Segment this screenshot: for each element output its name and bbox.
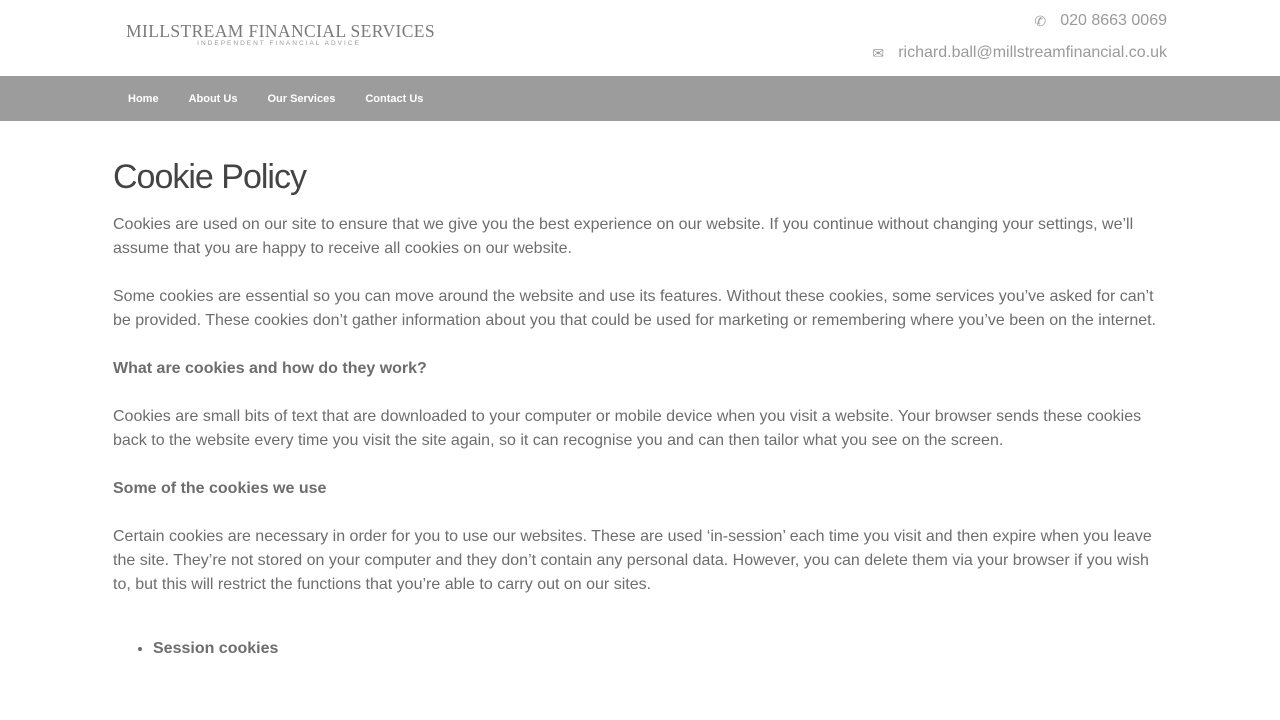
logo[interactable] — [126, 21, 436, 48]
main-content — [0, 121, 1280, 661]
paragraph: Certain cookies are necessary in order for you to use our websites. These are used ‘in-session’ each time you visit and then expire when you leave the site. They’re not stored on your computer and they don’t contain any personal data. However, you can delete them via your browser if you wish to, but this will restrict the functions that you’re able to carry out on our sites. — [113, 528, 1152, 593]
paragraph: Some cookies are essential so you can move around the website and use its features. Without these cookies, some services you’ve asked for can’t be provided. These cookies don’t gather information about you that could be used for marketing or remembering where you’ve been on the internet. — [113, 288, 1156, 329]
email-link[interactable]: richard.ball@millstreamfinancial.co.uk — [898, 44, 1167, 61]
logo-subtitle: INDEPENDENT FINANCIAL ADVICE — [197, 40, 361, 47]
section-heading: What are cookies and how do they work? — [113, 360, 427, 377]
paragraph: Cookies are small bits of text that are downloaded to your computer or mobile device when you visit a website. Your browser sends these cookies back to the website every time you visit the site again, so it can recognise you and can then tailor what you see on the screen. — [113, 408, 1142, 449]
page-title: Cookie Policy — [113, 158, 306, 196]
nav-about-us[interactable]: About Us — [188, 92, 238, 105]
logo-title: MILLSTREAM FINANCIAL SERVICES — [126, 21, 436, 41]
phone-icon: ✆ — [1034, 13, 1047, 29]
phone-number[interactable]: 020 8663 0069 — [1060, 12, 1167, 29]
envelope-icon: ✉ — [872, 45, 885, 61]
nav-our-services[interactable]: Our Services — [267, 92, 336, 105]
list-item: • Session cookies — [153, 637, 1167, 661]
paragraph: Cookies are used on our site to ensure that we give you the best experience on our website. If you continue without changing your settings, we’ll assume that you are happy to receive all cookies on our website. — [113, 216, 1134, 257]
nav-home[interactable]: Home — [128, 92, 159, 105]
contact-info — [870, 12, 1167, 76]
cookie-list — [113, 637, 1167, 661]
nav-contact-us[interactable]: Contact Us — [365, 92, 424, 105]
site-header — [0, 0, 1280, 76]
main-nav — [0, 76, 1280, 121]
section-heading: Some of the cookies we use — [113, 480, 327, 497]
